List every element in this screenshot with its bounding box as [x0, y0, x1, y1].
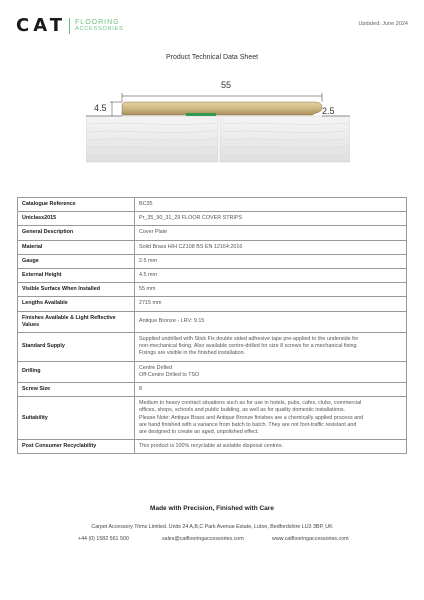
spec-value — [135, 254, 407, 268]
spec-value-line: Antique Bronze - LRV: 9.15 — [139, 318, 205, 325]
spec-row — [18, 297, 407, 311]
spec-row — [18, 397, 407, 440]
spec-value — [135, 297, 407, 311]
spec-label: Screw Size — [18, 383, 135, 397]
spec-value — [135, 283, 407, 297]
spec-value — [135, 269, 407, 283]
width-dimension-label: 55 — [220, 80, 232, 90]
spec-value-line: Medium to heavy contract situations such as for use in hotels, pubs, cafes, clubs, commercial — [139, 400, 362, 407]
spec-value-line: 8 — [139, 386, 142, 393]
spec-row — [18, 240, 407, 254]
spec-row — [18, 226, 407, 240]
left-height-label: 4.5 — [94, 103, 107, 113]
spec-value-line: This product is 100% recyclable at suitable disposal centres. — [139, 443, 284, 450]
spec-value-line: Solid Brass H/H CZ108 BS EN 12164:2016 — [139, 243, 243, 250]
spec-value — [135, 198, 407, 212]
spec-value — [135, 240, 407, 254]
spec-value-line: 2715 mm — [139, 300, 162, 307]
spec-value-line: 55 mm — [139, 286, 156, 293]
brand-divider — [69, 18, 70, 34]
spec-value-line: Supplied undrilled with Stick Fix double sided adhesive tape pre-applied to the underside for — [139, 336, 359, 343]
brand-name: CAT — [16, 15, 67, 36]
spec-value-line: Centre Drilled — [139, 364, 172, 371]
page-header — [0, 0, 424, 45]
spec-value — [135, 226, 407, 240]
spec-label: Suitability — [18, 397, 135, 440]
spec-value — [135, 361, 407, 382]
spec-value-line: Cover Plate — [139, 229, 168, 236]
spec-value — [135, 397, 407, 440]
spec-row — [18, 311, 407, 332]
spec-value-line: Please Note: Antique Brass and Antique Bronze finishes are a chemically applied process and — [139, 414, 364, 421]
spec-value-line: Off-Centre Drilled to TSO — [139, 371, 200, 378]
spec-label: Standard Supply — [18, 333, 135, 362]
spec-value-line: offices, shops, schools and public building, as well as for quality domestic installations. — [139, 407, 346, 414]
spec-row — [18, 361, 407, 382]
spec-value-line: Pr_35_90_31_29 FLOOR COVER STRIPS — [139, 215, 243, 222]
spec-label: Uniclass2015 — [18, 212, 135, 226]
spec-label: Material — [18, 240, 135, 254]
spec-row — [18, 254, 407, 268]
spec-row — [18, 212, 407, 226]
brand-subtitle — [75, 19, 124, 33]
spec-value-line: are designed to create an aged, unpolished effect. — [139, 429, 259, 436]
spec-label: Gauge — [18, 254, 135, 268]
spec-value-line: Fixings are visible in the finished installation. — [139, 350, 246, 357]
footer-email[interactable]: sales@catflooringaccessories.com — [162, 536, 244, 542]
spec-value — [135, 333, 407, 362]
spec-label: Drilling — [18, 361, 135, 382]
spec-value-line: non-mechanical fixing. Also available centre-drilled for size 8 screws for a mechanical fixing. — [139, 343, 359, 350]
spec-row — [18, 333, 407, 362]
footer-website[interactable]: www.catflooringaccessories.com — [272, 536, 349, 542]
brand-subtitle-line-1: FLOORING — [75, 18, 120, 26]
adhesive-tape — [186, 113, 216, 116]
spec-value-line: 2.5 mm — [139, 257, 157, 264]
spec-value — [135, 311, 407, 332]
spec-row — [18, 283, 407, 297]
profile-drawing — [86, 74, 350, 170]
spec-value — [135, 212, 407, 226]
spec-label: External Height — [18, 269, 135, 283]
spec-value-line: BC35 — [139, 201, 153, 207]
spec-value — [135, 440, 407, 454]
spec-row — [18, 383, 407, 397]
right-height-label: 2.5 — [322, 106, 335, 116]
spec-label: Catalogue Reference — [18, 198, 135, 212]
footer-tagline: Made with Precision, Finished with Care — [150, 505, 274, 512]
spec-row — [18, 269, 407, 283]
brand-logo — [16, 15, 124, 36]
spec-label: General Description — [18, 226, 135, 240]
spec-label: Post Consumer Recyclability — [18, 440, 135, 454]
spec-table — [17, 197, 407, 454]
document-title: Product Technical Data Sheet — [165, 54, 259, 61]
footer-phone: +44 (0) 1582 561 500 — [78, 536, 129, 542]
spec-row — [18, 440, 407, 454]
updated-date: Updated: June 2024 — [358, 21, 408, 27]
spec-label: Lengths Available — [18, 297, 135, 311]
brass-cover-plate — [122, 102, 322, 115]
spec-label: Finishes Available & Light Reflective Values — [18, 311, 135, 332]
spec-value-line: 4.5 mm — [139, 272, 157, 279]
footer-address: Carpet Accessory Trims Limited. Units 24 A,B,C Park Avenue Estate, Luton, Bedfordshire LU3 3BP, UK — [91, 524, 333, 530]
spec-value-line: are hand finished with a variance from batch to batch. They are not foot-traffic resistant and — [139, 421, 357, 428]
spec-row — [18, 198, 407, 212]
brand-subtitle-line-2: ACCESSORIES — [75, 25, 124, 32]
spec-value — [135, 383, 407, 397]
spec-label: Visible Surface When Installed — [18, 283, 135, 297]
